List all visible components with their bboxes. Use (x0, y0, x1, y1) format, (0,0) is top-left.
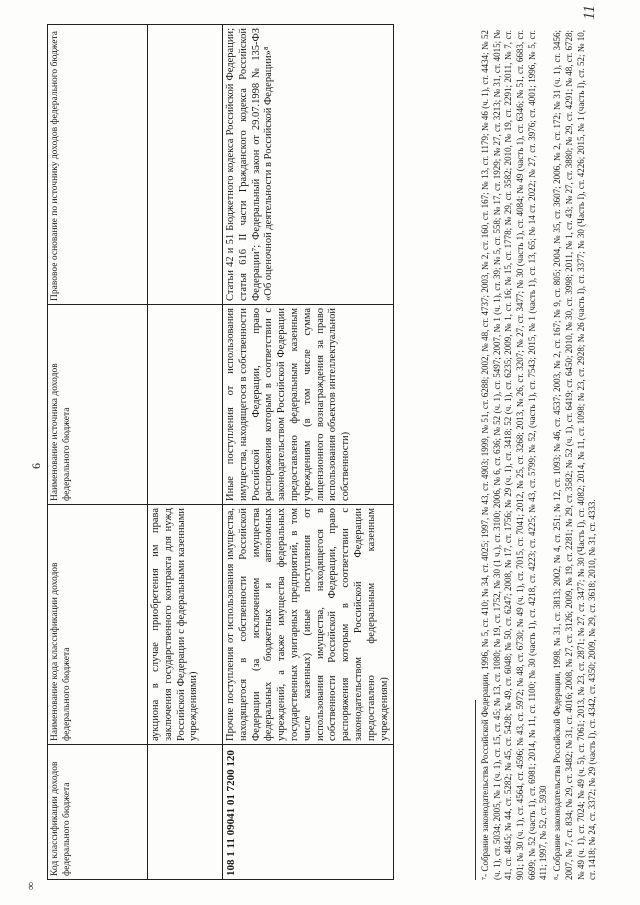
cell-name: аукциона в случае приобретения им права заключения государственного контракта для нужд Российской Федерации с федеральными казенными учреждениями) (148, 505, 223, 745)
revenue-classification-table (47, 24, 394, 880)
table-row (223, 25, 394, 880)
table-header-row (48, 25, 148, 880)
header-source: Наименование источника доходов федерального бюджета (48, 305, 148, 505)
page-number: 6 (29, 463, 43, 469)
footnote-8: ⁸- Собрание законодательства Российской Федерации, 1998, № 31, ст. 3813; 2002, № 4, ст. 251; № 12, ст. 1093; № 46, ст. 4537; 2003, № 2, ст. 167; № 9, ст. 805; 2004, № 35, ст. 3607; 2006, № 2, ст. 172; № 31 (ч. 1), ст. 3456; 2007, № 7, ст. 834; № 29, ст. 3482; № 31, ст. 4016; 2008, № 27, ст. 3126; 2009, № 19, ст. 2281; № 29, ст. 3582; № 52 (ч. 1), ст. 6419; ст. 6450; 2010, № 30, ст. 3998; 2011, № 1, ст. 43; № 27, ст. 3880; № 29, ст. 4291; № 48, ст. 6728; № 49 (ч. 1), ст. 7024; № 49 (ч. 5), ст. 7061; 2013, № 23, ст. 2871; № 27, ст. 3477; № 30 (Часть I), ст. 4082; 2014, № 11, ст. 1098; № 23, ст. 2928; № 26 (часть I), ст. 3377; № 30 (Часть I), ст. 4226; 2015, № 1 (часть I), ст. 52; № 10, ст. 1418; № 24, ст. 3372; № 29 (часть I), ст. 4342, ст. 4350; 2009, № 29, ст. 3618; 2010, № 31, ст. 4333. (552, 30, 598, 880)
footnote-7: ⁷- Собрание законодательства Российской Федерации, 1996, № 5, ст. 410; № 34, ст. 4025; 1997, № 43, ст. 4903; 1999, № 51, ст. 6288; 2002, № 48, ст. 4737; 2003, № 2, ст. 160, ст. 167; № 13, ст. 1179; № 46 (ч. 1), ст. 4434; № 52 (ч. 1), ст. 5034; 2005, № 1 (ч. 1), ст. 15, ст. 45; № 13, ст. 1080; № 19, ст. 1752, № 30 (1 ч.), ст. 3100; 2006, № 6, ст. 636; № 52 (ч. 1), ст. 5497; 2007, № 1 (ч. 1), ст. 39; № 5, ст. 558; № 17, ст. 1929; № 27, ст. 3213; № 31, ст. 4015; № 41, ст. 4845; № 44, ст. 5282; № 45, ст. 5428; № 49, ст. 6048; № 50, ст. 6247; 2008, № 17, ст. 1756; № 29 (ч. 1), ст. 3418; 52 (ч. 1), ст. 6235; 2009, № 1, ст. 16; № 15, ст. 1778; № 29, ст. 3582; 2010, № 19, ст. 2291; 2011, № 7, ст. 901; № 30 (ч. 1), ст. 4564, ст. 4596; № 43, ст. 5972; № 48, ст. 6730; № 49 (ч. 1), ст. 7015, ст. 7041; 2012, № 25, ст. 3268; 2013, № 26, ст. 3207; № 27, ст. 3477; № 30 (часть 1), ст. 4084; № 49 (часть 1), ст. 6346; № 51, ст. 6683, ст. 6699; № 52 (часть 1), ст. 6981; 2014, № 11, ст. 1100; № 30 (часть 1), ст. 4218, ст. 4223; ст. 4225; № 43, ст. 5799; № 52, (часть 1), ст. 7543; 2015, № 1 (часть 1), ст. 13, 65; № 14 ст. 2022; № 27, ст. 3976; ст. 4001; 1996, № 5, ст. 411; 1997, № 52, ст. 5930 (480, 30, 549, 880)
table-row (148, 25, 223, 880)
footnote-divider (475, 700, 476, 880)
header-name: Наименование кода классификации доходов федерального бюджета (48, 505, 148, 745)
cell-basis (148, 25, 223, 305)
cell-basis: Статьи 42 и 51 Бюджетного кодекса Российской Федерации; статья 616 II части Гражданского кодекса Российской Федерации⁷; Федеральный закон от 29.07.1998 № 135-ФЗ «Об оценочной деятельности в Российской Федерации»⁸ (223, 25, 394, 305)
cell-source (148, 305, 223, 505)
cell-code: 108 1 11 09041 01 7200 120 (223, 745, 394, 880)
cell-code (148, 745, 223, 880)
header-code: Код классификации доходов федерального бюджета (48, 745, 148, 880)
footnotes (480, 30, 601, 880)
rotated-page-content (25, 5, 630, 890)
header-basis: Правовое основание по источнику доходов федерального бюджета (48, 25, 148, 305)
cell-name: Прочие поступления от использования имущества, находящегося в собственности Российской Федерации (за исключением имущества федеральных бюджетных и автономных учреждений, а также имущества федеральных государственных унитарных предприятий, в том числе казенных) (иные поступления от использования имущества, находящегося в собственности Российской Федерации, право распоряжения которым в соответствии с законодательством Российской Федерации предоставлено федеральным казенным учреждениям) (223, 505, 394, 745)
handwritten-sheet-number: 11 (581, 5, 598, 20)
side-mark: ∞ (25, 882, 37, 890)
cell-source: Иные поступления от использования имущества, находящегося в собственности Российской Федерации, право распоряжения которым в соответствии с законодательством Российской Федерации предоставлено федеральным казенным учреждениям (в том числе сумма лицензионного вознаграждения за право использования объектов интеллектуальной собственности) (223, 305, 394, 505)
